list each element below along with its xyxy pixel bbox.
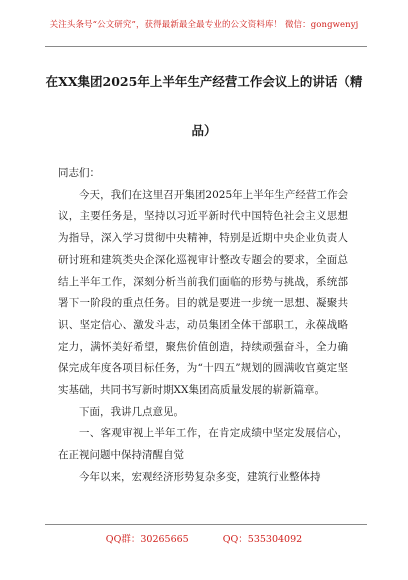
section-heading: 一、客观审视上半年工作，在肯定成绩中坚定发展信心，在正视问题中保持清醒自觉 <box>58 427 348 462</box>
footer-contact <box>0 531 408 545</box>
header-divider <box>45 46 367 47</box>
salutation: 同志们： <box>58 167 100 179</box>
document-title: 在XX集团2025年上半年生产经营工作会议上的讲话（精 <box>45 74 363 89</box>
body-paragraph: 今年以来，宏观经济形势复杂多变，建筑行业整体持 <box>79 470 321 483</box>
document-title-continued: 品） <box>191 123 217 138</box>
body-paragraph: 今天，我们在这里召开集团2025年上半年生产经营工作会议，主要任务是，坚持以习近平新时代中国特色社会主义思想为指导，深入学习贯彻中央精神，特别是近期中央企业负责人研讨班和建筑类央企深化巡视审计整改专题会的要求，全面总结上半年工作，深刻分析当前我们面临的形势与挑战，系统部署下一阶段的重点任务。目的就是要进一步统一思想、凝聚共识、坚定信心、激发斗志，动员集团全体干部职工，永葆战略定力，满怀美好希望，聚焦价值创造，持续顽强奋斗，全力确保完成年度各项目标任务，为“十四五”规划的圆满收官奠定坚实基础，共同书写新时期XX集团高质量发展的崭新篇章。 <box>58 188 348 397</box>
footer-qq-group: QQ：535304092 <box>222 534 303 545</box>
header-promo-note: 关注头条号“公文研究”，获得最新最全最专业的公文资料库！ 微信：gongwenyj <box>49 20 359 30</box>
body-paragraph: 下面，我讲几点意见。 <box>79 405 184 418</box>
footer-divider <box>45 524 367 525</box>
document-body <box>58 163 348 489</box>
footer-qq: QQ群：30265665 <box>105 534 189 545</box>
